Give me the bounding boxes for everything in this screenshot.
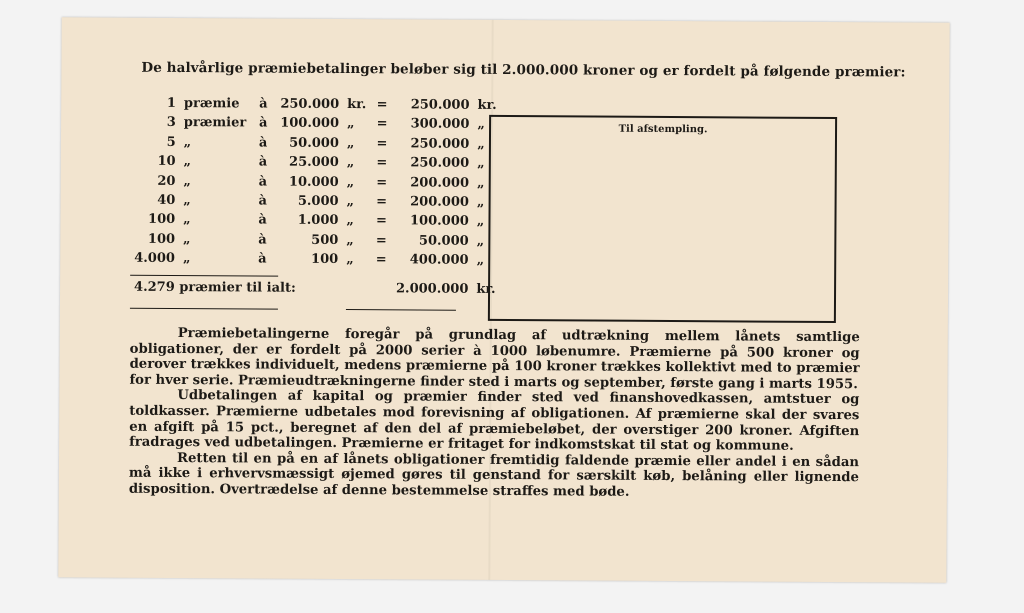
prize-row <box>131 152 503 174</box>
prize-currency: „ <box>346 194 355 210</box>
prize-equals: = <box>375 252 387 268</box>
prize-each: à <box>258 174 268 190</box>
prize-each: à <box>258 135 268 151</box>
prize-unit: „ <box>182 251 191 267</box>
stamp-box-label: Til afstempling. <box>618 123 708 136</box>
paragraph-payments: Udbetalingen af kapital og præmier finder sted ved finanshovedkassen, amtstuer og toldkasser. Præmierne udbetales mod forevisning af obligationen. Af præmierne skal der svares en afgift på 15 pct., beregnet af den del af præmiebeløbet, der overstiger 200 kroner. Afgiften fradrages ved udbetalingen. Præmierne er fritaget for indkomstskat til stat og kommune. <box>129 388 860 454</box>
body-text <box>129 326 860 502</box>
prize-currency: kr. <box>347 97 367 113</box>
prize-unit: „ <box>183 134 192 150</box>
total-currency: kr. <box>476 281 496 297</box>
prize-each: à <box>258 154 268 170</box>
prize-amount-currency: „ <box>477 117 485 133</box>
prize-amount: 200.000 <box>410 175 470 191</box>
total-underline-left <box>130 308 278 310</box>
prize-count: 5 <box>166 134 176 150</box>
prize-amount: 300.000 <box>410 116 470 133</box>
prize-each: à <box>258 251 267 267</box>
prize-value: 100.000 <box>280 116 340 132</box>
prize-equals: = <box>376 194 388 210</box>
prize-equals: = <box>376 155 388 171</box>
prize-currency: „ <box>346 232 354 248</box>
prize-value: 1.000 <box>297 213 339 229</box>
prize-currency: „ <box>346 135 355 151</box>
prize-equals: = <box>375 213 387 229</box>
prize-currency: „ <box>346 213 354 229</box>
prize-value: 5.000 <box>297 193 339 210</box>
prize-amount: 50.000 <box>418 233 469 249</box>
prize-unit: præmie <box>183 96 240 112</box>
stamp-box <box>488 115 837 323</box>
prize-currency: „ <box>346 155 355 171</box>
prize-row <box>131 191 503 213</box>
prize-count: 20 <box>157 173 176 189</box>
prize-equals: = <box>376 136 388 152</box>
prize-equals: = <box>376 174 388 190</box>
total-label: 4.279 præmier til ialt: <box>134 279 296 296</box>
prize-currency: „ <box>346 116 355 132</box>
prize-unit: „ <box>183 193 191 209</box>
prize-amount-currency: „ <box>477 175 485 191</box>
prize-unit: „ <box>183 231 191 247</box>
prize-value: 500 <box>311 232 339 248</box>
prize-value: 25.000 <box>288 154 339 171</box>
prize-amount-currency: „ <box>476 214 485 230</box>
prize-amount-currency: „ <box>476 233 485 249</box>
prize-value: 250.000 <box>280 96 340 112</box>
prize-equals: = <box>375 233 387 249</box>
prize-count: 1 <box>166 95 176 111</box>
prize-unit: „ <box>183 173 191 189</box>
prize-each: à <box>258 212 267 228</box>
prize-amount-currency: „ <box>476 194 485 210</box>
total-underline-right <box>346 309 456 311</box>
prize-row <box>130 249 502 271</box>
prize-value: 100 <box>311 252 339 268</box>
prize-currency: „ <box>346 174 355 190</box>
prize-count: 10 <box>157 154 176 170</box>
prize-unit: „ <box>183 154 192 170</box>
prize-row <box>131 171 503 193</box>
prize-each: à <box>258 115 268 131</box>
prize-row <box>130 230 502 252</box>
prize-count: 3 <box>166 115 176 131</box>
total-amount: 2.000.000 <box>395 280 469 297</box>
prize-row <box>131 113 503 135</box>
prize-amount: 250.000 <box>410 155 470 172</box>
prize-row <box>130 210 502 232</box>
prize-value: 10.000 <box>288 174 339 190</box>
prize-amount-currency: kr. <box>477 97 497 113</box>
prize-amount: 200.000 <box>410 194 469 210</box>
intro-line: De halvårlige præmiebetalinger beløber sig til 2.000.000 kroner og er fordelt på følgende præmier: <box>141 59 906 81</box>
prize-amount-currency: „ <box>477 136 485 152</box>
prize-row <box>131 133 503 155</box>
prize-each: à <box>258 232 267 248</box>
prize-equals: = <box>376 97 388 113</box>
prize-each: à <box>258 193 268 209</box>
prize-currency: „ <box>346 252 354 268</box>
prize-unit: præmier <box>183 115 247 131</box>
prize-amount: 250.000 <box>410 136 470 152</box>
prize-count: 100 <box>147 231 176 247</box>
prize-amount: 400.000 <box>409 252 469 269</box>
prize-amount-currency: „ <box>476 253 485 269</box>
prize-table <box>130 94 504 299</box>
prize-each: à <box>259 96 268 112</box>
prize-equals: = <box>376 116 388 132</box>
prize-count: 40 <box>157 192 176 209</box>
paragraph-drawings: Præmiebetalingerne foregår på grundlag af udtrækning mellem lånets samtlige obligationer, der er fordelt på 2000 serier à 1000 løbenumre. Præmierne på 500 kroner og derover trækkes individuelt, medens præmierne på 100 kroner trækkes kollektivt med to præmier for hver serie. Præmieudtrækningerne finder sted i marts og september, første gang i marts 1955. <box>129 326 860 392</box>
document-sheet <box>58 17 949 582</box>
prize-count: 100 <box>148 212 176 228</box>
paragraph-rights: Retten til en på en af lånets obligationer fremtidig faldende præmie eller andel i en sådan må ikke i erhvervsmæssigt øjemed gøres til genstand for særskilt køb, belåning eller lignende disposition. Overtrædelse af denne bestemmelse straffes med bøde. <box>128 450 860 500</box>
prize-amount: 250.000 <box>410 97 470 113</box>
prize-row <box>131 94 503 116</box>
prize-amount: 100.000 <box>409 213 469 230</box>
prize-unit: „ <box>183 212 191 228</box>
prize-amount-currency: „ <box>477 156 485 172</box>
prize-count: 4.000 <box>134 250 176 267</box>
total-row <box>130 268 503 299</box>
prize-value: 50.000 <box>289 135 339 151</box>
